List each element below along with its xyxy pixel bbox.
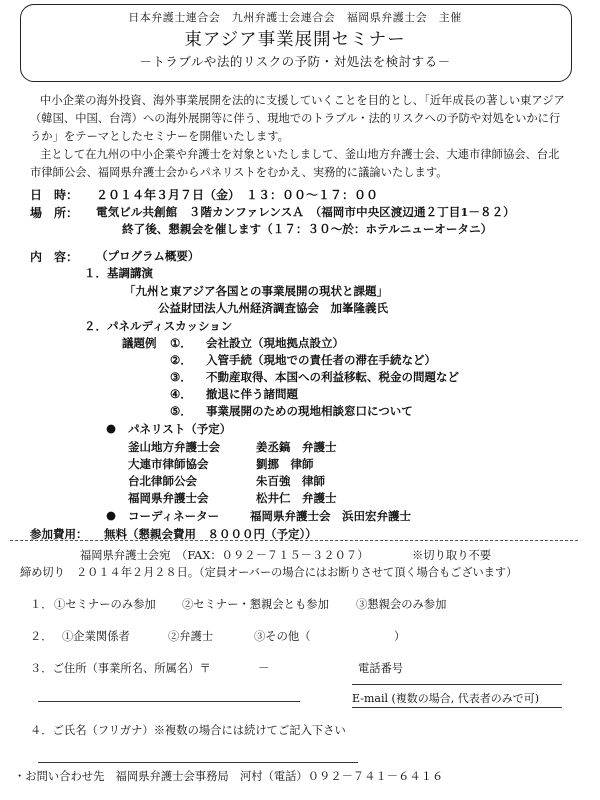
topic-text: 入管手続（現地での責任者の滞在手続など）: [206, 353, 436, 367]
q1-number: １．: [30, 598, 53, 611]
bullet-icon: ●: [106, 421, 117, 435]
option-seminar-only[interactable]: ①セミナーのみ参加: [54, 598, 156, 611]
address-input-line[interactable]: [38, 701, 300, 702]
deadline-note: 締め切り ２０１４年２月２８日。（定員オーバーの場合にはお断りさせて頂く場合もございます）: [20, 566, 518, 579]
email-input-line[interactable]: [352, 707, 562, 708]
program-label: 内 容：: [30, 250, 79, 264]
coordinator-value: 福岡県弁護士会 浜田宏弁護士: [250, 509, 411, 523]
seminar-title: 東アジア事業展開セミナー: [184, 30, 406, 50]
phone-label: 電話番号: [358, 662, 404, 675]
topic-text: 事業展開のための現地相談窓口について: [206, 404, 413, 418]
email-label: E-mail (複数の場合, 代表者のみで可): [352, 692, 540, 705]
panelist-name: 劉挪 律師: [256, 457, 314, 471]
other-close-paren: ）: [394, 630, 406, 643]
date-value: ２０１４年３月７日（金） １３：００～１７：００: [96, 188, 379, 202]
form-addressee: 福岡県弁護士会宛 （FAX：０９２－７１５－３２０７）: [80, 549, 369, 562]
q2-number: ２．: [30, 630, 53, 643]
place-label: 場 所：: [30, 206, 79, 220]
topic-text: 不動産取得、本国への利益移転、税金の問題など: [206, 370, 459, 384]
topic-num: ③．: [170, 370, 192, 384]
option-business[interactable]: ①企業関係者: [62, 630, 130, 643]
name-input-line[interactable]: [38, 762, 358, 763]
party-note: 終了後、懇親会を催します（１７：３０～於：ホテルニューオータニ）: [122, 222, 493, 236]
topic-num: ①．: [170, 336, 192, 350]
bullet-icon: ●: [106, 508, 117, 522]
contact-info: ・お問い合わせ先 福岡県弁護士会事務局 河村（電話）０９２－７４１－６４１６: [14, 770, 444, 783]
option-lawyer[interactable]: ②弁護士: [168, 630, 214, 643]
topic-num: ⑤．: [170, 404, 192, 418]
intro-paragraph-2: 主として在九州の中小企業や弁護士を対象といたしまして、釜山地方弁護士会、大連市律師協会、台北市律師公会、福岡県弁護士会からパネリストをむかえ、実務的に議論いたします。: [30, 148, 560, 179]
name-label: ４．ご氏名（フリガナ）※複数の場合には続けてご記入下さい: [30, 724, 346, 737]
postal-dash: －: [258, 662, 270, 675]
seminar-subtitle: －トラブルや法的リスクの予防・対処法を検討する－: [139, 54, 451, 69]
cut-line: [10, 540, 578, 541]
fee-value: 無料（懇親会費用 ８０００円（予定））: [104, 527, 317, 541]
panelist-org: 釜山地方弁護士会: [128, 440, 220, 454]
panelists-heading: パネリスト（予定）: [128, 422, 232, 436]
no-cut-note: ※切り取り不要: [412, 549, 492, 562]
coordinator-label: コーディネーター: [128, 509, 220, 523]
place-value: 電気ビル共創館 ３階カンファレンスＡ （福岡市中央区渡辺通２丁目1－８２）: [96, 205, 515, 219]
panelist-org: 大連市律師協会: [128, 457, 209, 471]
topic-text: 撤退に伴う諸問題: [206, 387, 298, 401]
panel-heading: ２．パネルディスカッション: [84, 319, 233, 333]
keynote-speaker: 公益財団法人九州経済調査協会 加峯隆義氏: [158, 301, 388, 315]
panelist-name: 松井仁 弁護士: [256, 491, 337, 505]
option-party-only[interactable]: ③懇親会のみ参加: [356, 598, 447, 611]
panelist-org: 福岡県弁護士会: [128, 491, 209, 505]
program-heading: （プログラム概要）: [96, 249, 200, 263]
topic-text: 会社設立（現地拠点設立）: [206, 336, 344, 350]
date-label: 日 時：: [30, 188, 79, 202]
keynote-title: 「九州と東アジア各国との事業展開の現状と課題」: [124, 284, 389, 298]
topic-num: ②．: [170, 353, 192, 367]
keynote-heading: １．基調講演: [84, 266, 153, 280]
topic-num: ④．: [170, 387, 192, 401]
organizers-line: 日本弁護士連合会 九州弁護士会連合会 福岡県弁護士会 主催: [128, 11, 462, 24]
option-seminar-and-party[interactable]: ②セミナー・懇親会とも参加: [182, 598, 329, 611]
address-label: ３．ご住所（事業所名、所属名）〒: [30, 662, 211, 675]
panelist-org: 台北律師公会: [128, 474, 197, 488]
intro-paragraph-1: 中小企業の海外投資、海外事業展開を法的に支援していくことを目的とし、「近年成長の著しい東アジア（韓国、中国、台湾）への海外展開等に伴う、現地でのトラブル・法的リスクへの予防や対処をいかに行うか」をテーマとしたセミナーを開催いたします。: [30, 94, 565, 143]
option-other[interactable]: ③その他（: [254, 630, 311, 643]
panelist-name: 朱百強 律師: [256, 474, 325, 488]
topics-label: 議題例: [122, 336, 157, 350]
panelist-name: 姜丞鎬 弁護士: [256, 440, 337, 454]
phone-input-line[interactable]: [352, 684, 562, 685]
fee-label: 参加費用：: [30, 527, 88, 541]
